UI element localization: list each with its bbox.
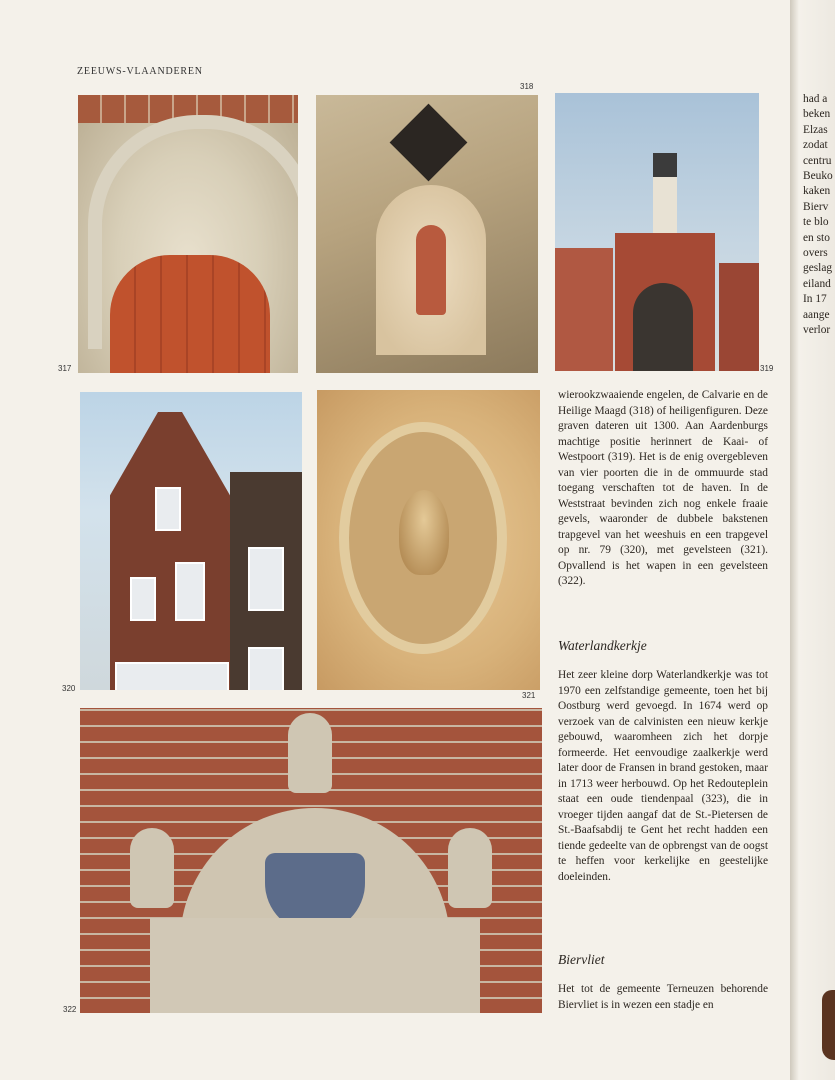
photo-number: 317: [58, 364, 72, 373]
facing-page-text: [803, 92, 835, 339]
body-text-column: [558, 388, 768, 590]
photo-vault-fresco: [316, 95, 538, 373]
stone-frame: [150, 918, 480, 1013]
vault-ribs: [390, 104, 468, 182]
section-text-waterlandkerkje: [558, 668, 768, 885]
text-fragment: en sto: [803, 231, 830, 244]
window: [175, 562, 205, 621]
dark-object-edge: [822, 990, 835, 1060]
photo-number: 320: [62, 684, 76, 693]
carved-head: [399, 490, 449, 575]
text-fragment: centru: [803, 154, 832, 167]
paragraph: Het tot de gemeente Terneuzen behorende Biervliet is in wezen een stadje en: [558, 983, 768, 1011]
section-heading-waterlandkerkje: Waterlandkerkje: [558, 638, 647, 653]
text-fragment: verlor: [803, 324, 831, 337]
text-fragment: Bierv: [803, 200, 829, 213]
photo-arched-doorway: [78, 95, 298, 373]
text-fragment: In 17: [803, 293, 827, 306]
photo-number: 322: [63, 1005, 77, 1014]
house-left: [555, 248, 613, 371]
photo-gable-stone: [317, 390, 540, 690]
urn-ornament: [130, 828, 174, 908]
urn-ornament: [288, 713, 332, 793]
section-text-biervliet: [558, 982, 768, 1013]
text-fragment: overs: [803, 247, 828, 260]
text-fragment: beken: [803, 108, 831, 121]
paragraph: wierookzwaaiende engelen, de Calvarie en de Heilige Maagd (318) of heiligenfiguren. Deze graven dateren uit 1300. Aan Aardenburgs machtige positie herinnert de Kaai- of Westpoort (319). Het is de enig overgebleven van vier poorten die in de ommuurde stad toegang verschaften tot de haven. In de Weststraat bevinden zich nog enkele fraaie gevels, waaronder de dubbele bakstenen trapgevel van het weeshuis en een trapgevel op nr. 79 (320), met gevelsteen (321). Opvallend is het wapen in een gevelsteen (322).: [558, 389, 768, 587]
photo-stepped-gable: [80, 392, 302, 690]
window: [248, 547, 284, 611]
running-header: ZEEUWS-VLAANDEREN: [77, 66, 203, 77]
photo-westpoort-gate: [555, 93, 759, 371]
window: [130, 577, 156, 621]
text-fragment: te blo: [803, 216, 829, 229]
photo-coat-of-arms: [80, 708, 542, 1013]
text-fragment: Elzas: [803, 123, 828, 136]
stepped-gable-facade: [110, 412, 230, 690]
window: [248, 647, 284, 690]
text-fragment: geslag: [803, 262, 833, 275]
text-fragment: eiland: [803, 277, 831, 290]
text-fragment: zodat: [803, 139, 828, 152]
text-fragment: Beuko: [803, 170, 833, 183]
house-right: [719, 263, 759, 371]
photo-number: 321: [522, 691, 536, 700]
text-fragment: had a: [803, 93, 828, 105]
shop-window: [115, 662, 229, 690]
text-fragment: kaken: [803, 185, 831, 198]
urn-ornament: [448, 828, 492, 908]
paragraph: Het zeer kleine dorp Waterlandkerkje was tot 1970 een zelfstandige gemeente, toen het bij Oostburg werd gevoegd. In 1674 werd op verzoek van de calvinisten een nieuw kerkje gebouwd, waaromheen zich het dorpje formeerde. Het eenvoudige zaalkerkje werd later door de Fransen in brand gestoken, maar in 1713 weer herbouwd. Op het Redouteplein staat een oude tiendenpaal (323), die in vroeger tijden aangaf dat de St.-Pietersen de St.-Baafsabdij te Gent het recht hadden een tiende gedeelte van de opbrengst van de oogst te heffen voor kerkelijke en geestelijke doeleinden.: [558, 669, 768, 883]
photo-number: 319: [760, 364, 774, 373]
text-fragment: aange: [803, 308, 830, 321]
gate-tower: [653, 153, 677, 233]
section-heading-biervliet: Biervliet: [558, 952, 605, 967]
photo-number: 318: [520, 82, 534, 91]
madonna-figure: [416, 225, 446, 315]
window: [155, 487, 181, 531]
red-wooden-door: [110, 255, 270, 373]
gate-archway: [633, 283, 693, 371]
